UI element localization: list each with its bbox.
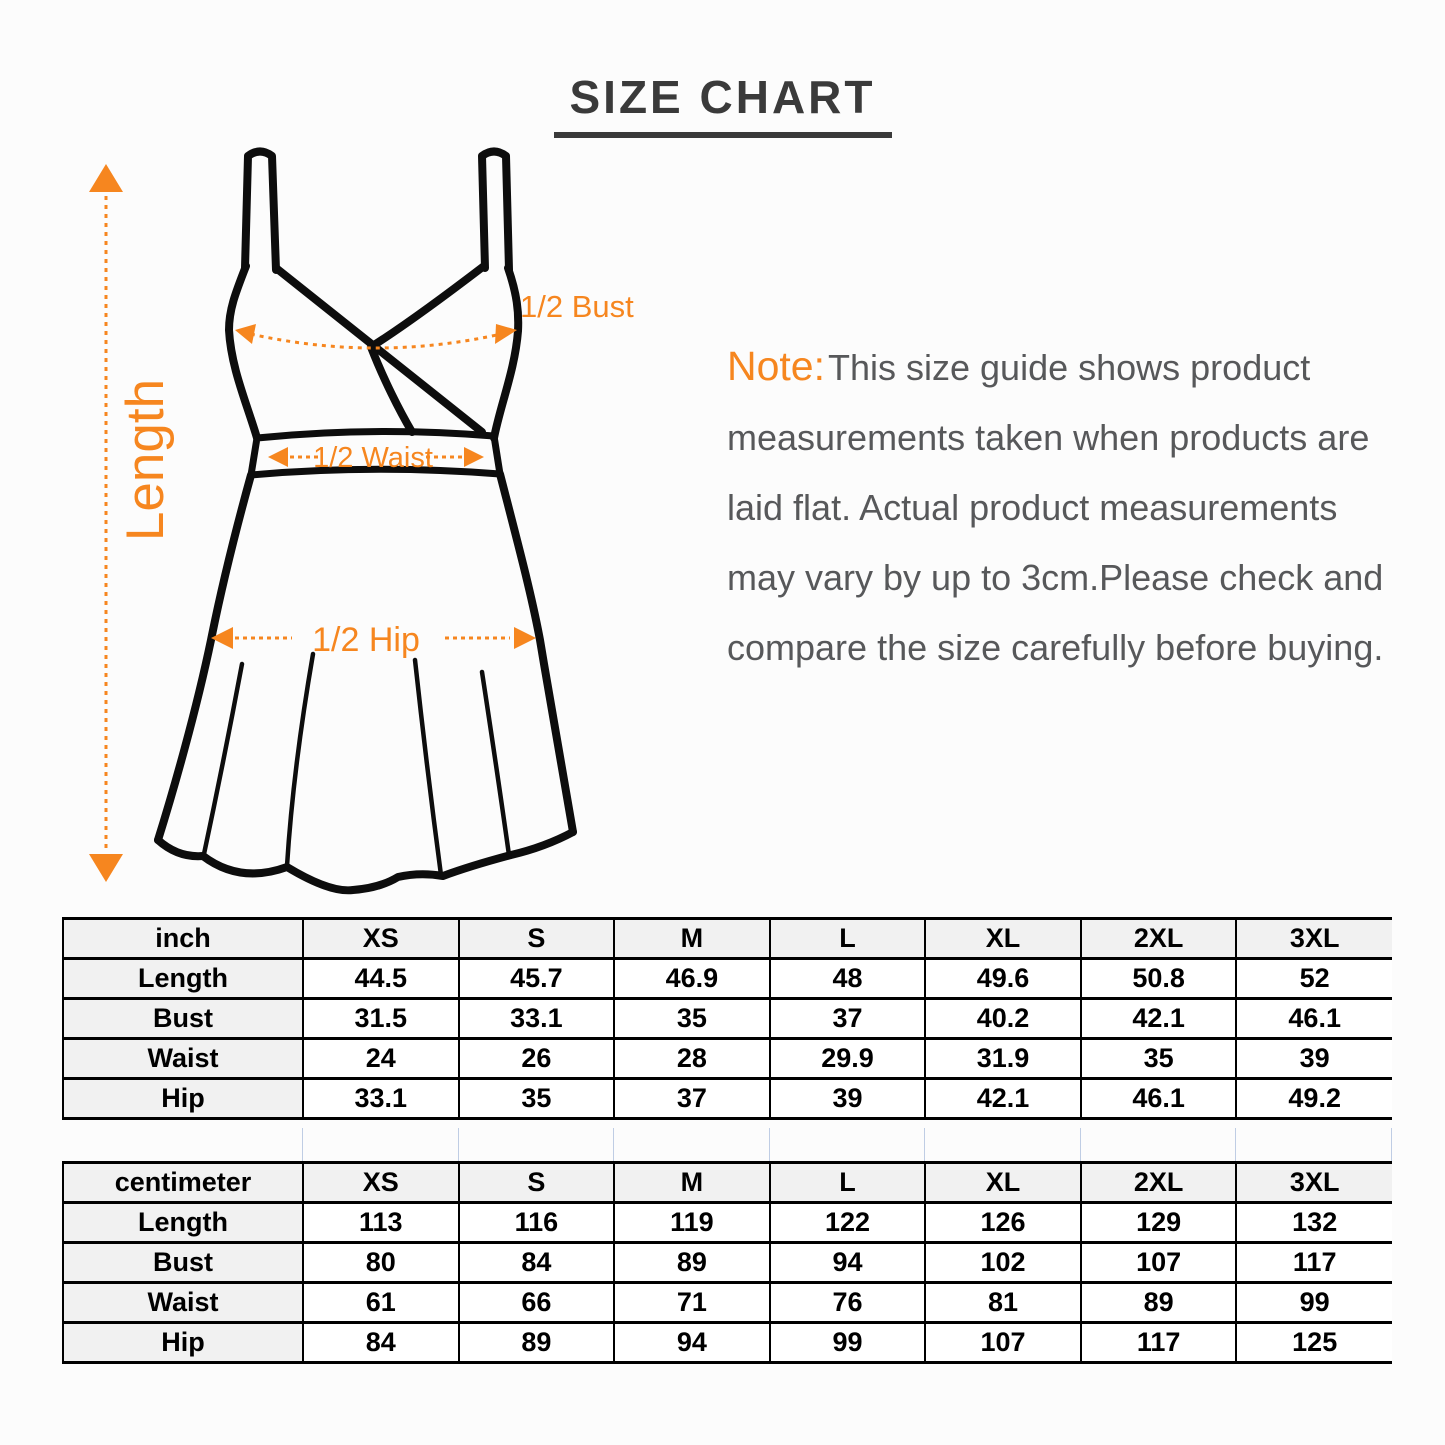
size-header-cell: L (770, 1163, 926, 1203)
dress-right-side-seam (494, 268, 518, 438)
hip-label: 1/2 Hip (312, 621, 420, 659)
value-cell: 28 (614, 1039, 770, 1079)
table-row (63, 959, 1392, 999)
value-cell: 44.5 (303, 959, 459, 999)
value-cell: 117 (1081, 1323, 1237, 1363)
dress-left-side-seam (229, 266, 257, 438)
note-block (727, 331, 1417, 683)
page-title: SIZE CHART (554, 70, 892, 138)
value-cell: 119 (614, 1203, 770, 1243)
dress-pleat-1 (204, 664, 242, 854)
value-cell: 35 (1081, 1039, 1237, 1079)
value-cell: 107 (925, 1323, 1081, 1363)
measure-label-cell: Bust (63, 999, 303, 1039)
value-cell: 26 (459, 1039, 615, 1079)
value-cell: 125 (1236, 1323, 1392, 1363)
note-prefix: Note: (727, 343, 825, 389)
note-text-2: measurements taken when products are (727, 417, 1370, 458)
value-cell: 89 (459, 1323, 615, 1363)
bust-arrowhead-left (235, 324, 256, 344)
title-bar (0, 70, 1445, 138)
value-cell: 117 (1236, 1243, 1392, 1283)
value-cell: 122 (770, 1203, 926, 1243)
dress-pleat-2 (287, 654, 313, 866)
value-cell: 107 (1081, 1243, 1237, 1283)
value-cell: 81 (925, 1283, 1081, 1323)
value-cell: 71 (614, 1283, 770, 1323)
value-cell: 48 (770, 959, 926, 999)
value-cell: 66 (459, 1283, 615, 1323)
table-row (63, 1323, 1392, 1363)
size-header-cell: M (614, 1163, 770, 1203)
note-text-3: laid flat. Actual product measurements (727, 487, 1338, 528)
value-cell: 46.1 (1236, 999, 1392, 1039)
value-cell: 33.1 (459, 999, 615, 1039)
measure-label-cell: Bust (63, 1243, 303, 1283)
value-cell: 99 (1236, 1283, 1392, 1323)
measure-label-cell: Waist (63, 1039, 303, 1079)
value-cell: 113 (303, 1203, 459, 1243)
unit-header-cell: centimeter (63, 1163, 303, 1203)
size-header-cell: 3XL (1236, 919, 1392, 959)
gap-grid-cell (303, 1128, 459, 1161)
table-header-row (63, 1163, 1392, 1203)
waist-arrowhead-left (268, 447, 288, 467)
waist-label: 1/2 Waist (313, 442, 433, 474)
value-cell: 49.6 (925, 959, 1081, 999)
dress-left-strap (245, 152, 276, 271)
dress-hem (158, 832, 573, 890)
value-cell: 52 (1236, 959, 1392, 999)
value-cell: 42.1 (1081, 999, 1237, 1039)
value-cell: 37 (770, 999, 926, 1039)
table-row (63, 1243, 1392, 1283)
gap-grid-cell (1236, 1128, 1392, 1161)
value-cell: 84 (303, 1323, 459, 1363)
value-cell: 42.1 (925, 1079, 1081, 1119)
length-arrowhead-bottom (89, 854, 123, 882)
table-row (63, 1079, 1392, 1119)
dress-pleat-4 (482, 672, 509, 855)
measure-label-cell: Length (63, 1203, 303, 1243)
value-cell: 37 (614, 1079, 770, 1119)
value-cell: 94 (614, 1323, 770, 1363)
dress-pleat-3 (415, 660, 441, 875)
value-cell: 129 (1081, 1203, 1237, 1243)
size-header-cell: XL (925, 919, 1081, 959)
measure-label-cell: Length (63, 959, 303, 999)
value-cell: 126 (925, 1203, 1081, 1243)
dress-right-strap (482, 152, 509, 271)
length-arrowhead-top (89, 164, 123, 192)
measure-label-cell: Hip (63, 1323, 303, 1363)
table-row (63, 1203, 1392, 1243)
note-text-5: compare the size carefully before buying. (727, 627, 1384, 668)
value-cell: 46.1 (1081, 1079, 1237, 1119)
value-cell: 61 (303, 1283, 459, 1323)
table-row (63, 1283, 1392, 1323)
value-cell: 49.2 (1236, 1079, 1392, 1119)
value-cell: 99 (770, 1323, 926, 1363)
centimeter-size-table (62, 1161, 1392, 1364)
size-header-cell: 3XL (1236, 1163, 1392, 1203)
size-header-cell: L (770, 919, 926, 959)
value-cell: 132 (1236, 1203, 1392, 1243)
unit-header-cell: inch (63, 919, 303, 959)
value-cell: 102 (925, 1243, 1081, 1283)
hip-arrowhead-right (514, 627, 536, 649)
value-cell: 39 (1236, 1039, 1392, 1079)
inch-size-table (62, 917, 1392, 1120)
size-header-cell: XS (303, 919, 459, 959)
table-row (63, 999, 1392, 1039)
value-cell: 31.5 (303, 999, 459, 1039)
value-cell: 40.2 (925, 999, 1081, 1039)
bust-label: 1/2 Bust (520, 289, 634, 324)
value-cell: 35 (614, 999, 770, 1039)
size-header-cell: XL (925, 1163, 1081, 1203)
size-header-cell: 2XL (1081, 1163, 1237, 1203)
gap-grid-cell (925, 1128, 1081, 1161)
gap-grid-cell (62, 1128, 303, 1161)
size-header-cell: S (459, 919, 615, 959)
value-cell: 29.9 (770, 1039, 926, 1079)
value-cell: 76 (770, 1283, 926, 1323)
value-cell: 35 (459, 1079, 615, 1119)
note-line (727, 331, 1417, 403)
size-header-cell: S (459, 1163, 615, 1203)
size-header-cell: M (614, 919, 770, 959)
dress-skirt-right-edge (500, 474, 573, 832)
value-cell: 31.9 (925, 1039, 1081, 1079)
measure-label-cell: Hip (63, 1079, 303, 1119)
gap-grid-cell (459, 1128, 615, 1161)
value-cell: 89 (1081, 1283, 1237, 1323)
length-label: Length (116, 378, 175, 542)
size-header-cell: 2XL (1081, 919, 1237, 959)
gap-grid-cell (770, 1128, 926, 1161)
value-cell: 50.8 (1081, 959, 1237, 999)
value-cell: 33.1 (303, 1079, 459, 1119)
table-header-row (63, 919, 1392, 959)
measure-label-cell: Waist (63, 1283, 303, 1323)
note-text-1: This size guide shows product (828, 347, 1311, 388)
value-cell: 46.9 (614, 959, 770, 999)
value-cell: 39 (770, 1079, 926, 1119)
gap-grid-cell (1081, 1128, 1237, 1161)
value-cell: 80 (303, 1243, 459, 1283)
table-row (63, 1039, 1392, 1079)
value-cell: 84 (459, 1243, 615, 1283)
value-cell: 24 (303, 1039, 459, 1079)
value-cell: 116 (459, 1203, 615, 1243)
dress-measurement-diagram (60, 140, 680, 920)
size-header-cell: XS (303, 1163, 459, 1203)
waist-arrowhead-right (464, 447, 484, 467)
value-cell: 89 (614, 1243, 770, 1283)
value-cell: 94 (770, 1243, 926, 1283)
gap-grid-cell (614, 1128, 770, 1161)
note-text-4: may vary by up to 3cm.Please check and (727, 557, 1384, 598)
table-gap-grid (62, 1128, 1392, 1161)
value-cell: 45.7 (459, 959, 615, 999)
